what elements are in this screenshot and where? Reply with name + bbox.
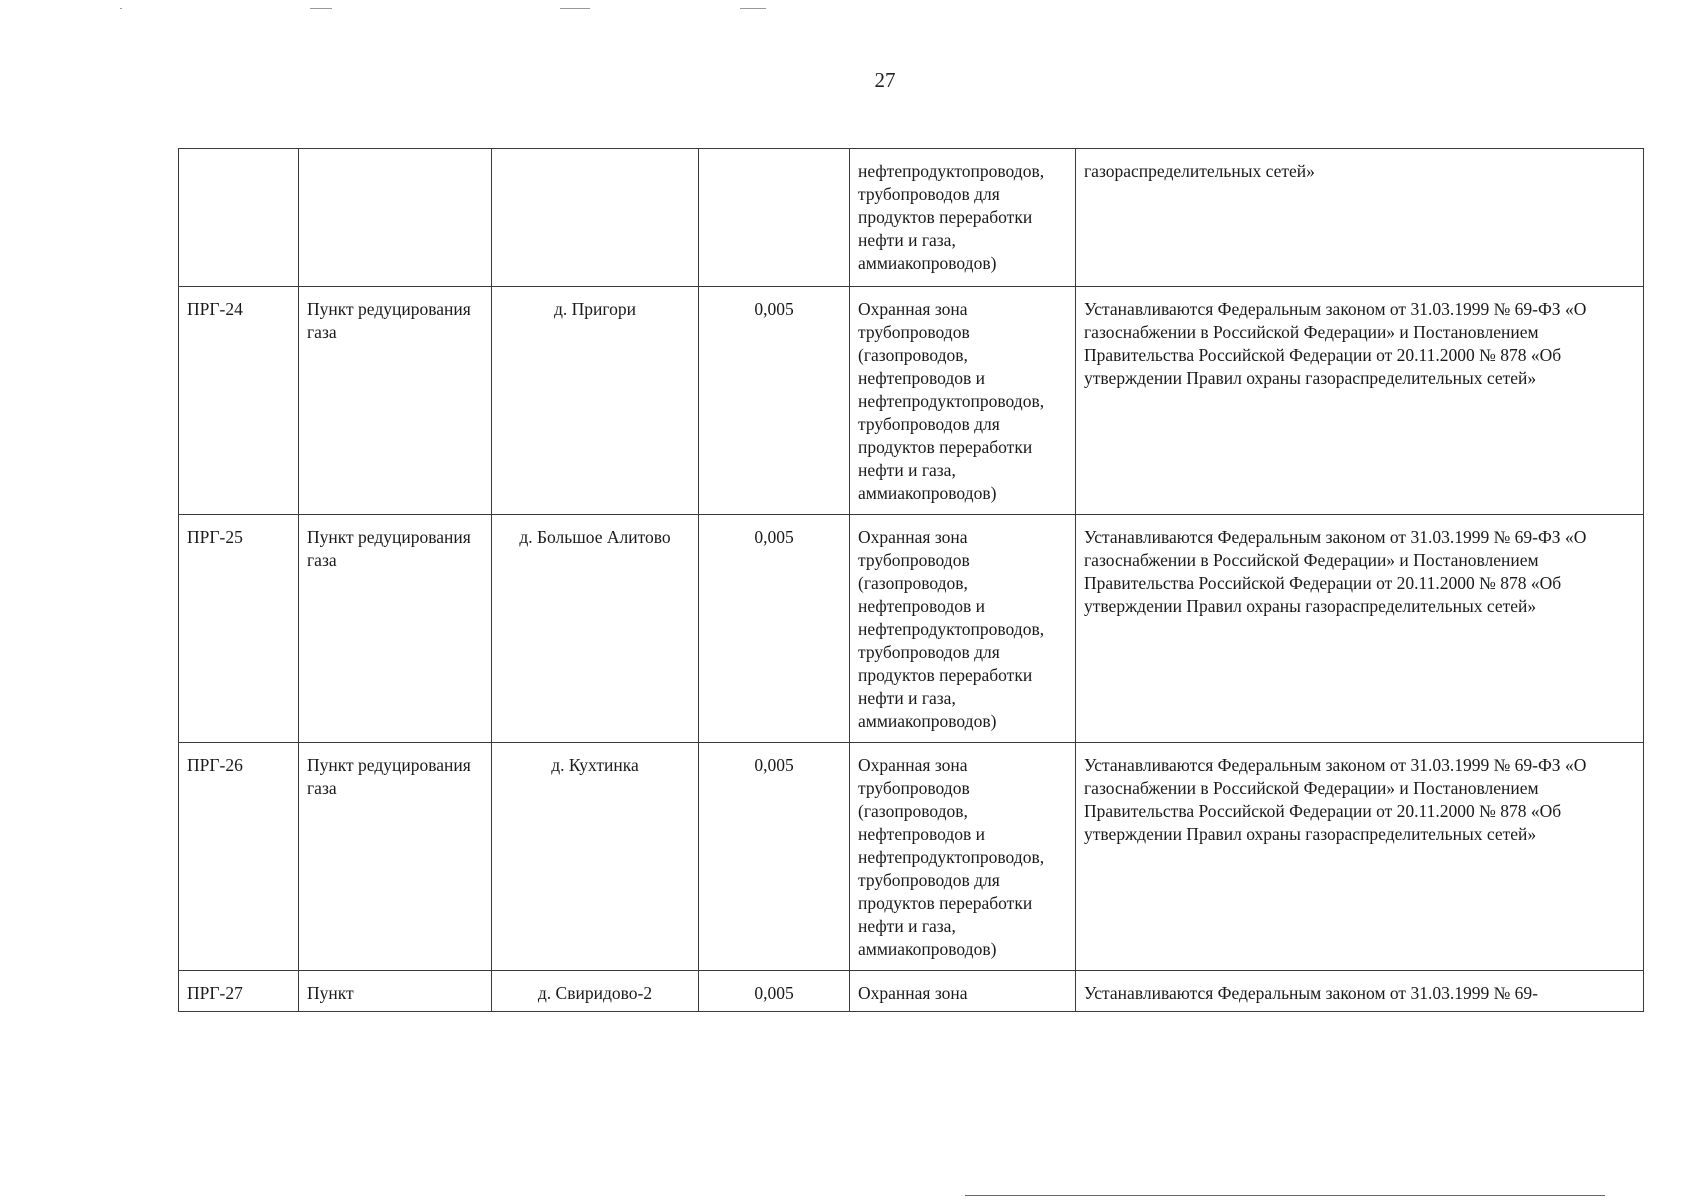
cell-basis: Устанавливаются Федеральным законом от 31.03.1999 № 69-ФЗ «О газоснабжении в Российской Федерации» и Постановлением Правительства Российской Федерации от 20.11.2000 № 878 «Об утверждении Правил охраны газораспределительных сетей» xyxy=(1076,515,1644,743)
scan-line-mark xyxy=(965,1195,1605,1196)
cell-zone: Охранная зона трубопроводов (газопроводов, нефтепроводов и нефтепродуктопроводов, трубопроводов для продуктов переработки нефти и газа, аммиакопроводов) xyxy=(850,287,1076,515)
cell-area: 0,005 xyxy=(699,287,850,515)
table-row xyxy=(179,515,1644,743)
cell-basis: Устанавливаются Федеральным законом от 31.03.1999 № 69-ФЗ «О газоснабжении в Российской Федерации» и Постановлением Правительства Российской Федерации от 20.11.2000 № 878 «Об утверждении Правил охраны газораспределительных сетей» xyxy=(1076,287,1644,515)
scan-speck xyxy=(120,8,122,9)
cell-name: Пункт редуцирования газа xyxy=(299,287,492,515)
cell-id xyxy=(179,149,299,287)
cell-basis: газораспределительных сетей» xyxy=(1076,149,1644,287)
cell-zone: Охранная зона трубопроводов (газопроводов, нефтепроводов и нефтепродуктопроводов, трубопроводов для продуктов переработки нефти и газа, аммиакопроводов) xyxy=(850,743,1076,971)
cell-id: ПРГ-24 xyxy=(179,287,299,515)
cell-name: Пункт редуцирования газа xyxy=(299,515,492,743)
table-row xyxy=(179,743,1644,971)
table-row xyxy=(179,149,1644,287)
scan-speck xyxy=(740,8,766,9)
cell-area: 0,005 xyxy=(699,515,850,743)
cell-location: д. Большое Алитово xyxy=(492,515,699,743)
cell-name xyxy=(299,149,492,287)
zones-table xyxy=(178,148,1644,1012)
cell-area: 0,005 xyxy=(699,743,850,971)
cell-area: 0,005 xyxy=(699,971,850,1012)
cell-location: д. Пригори xyxy=(492,287,699,515)
cell-basis: Устанавливаются Федеральным законом от 31.03.1999 № 69-ФЗ «О газоснабжении в Российской Федерации» и Постановлением Правительства Российской Федерации от 20.11.2000 № 878 «Об утверждении Правил охраны газораспределительных сетей» xyxy=(1076,743,1644,971)
scan-speck xyxy=(310,8,332,9)
table-row xyxy=(179,287,1644,515)
cell-location: д. Свиридово-2 xyxy=(492,971,699,1012)
page-number: 27 xyxy=(874,68,896,92)
cell-zone: Охранная зона трубопроводов (газопроводов, нефтепроводов и нефтепродуктопроводов, трубопроводов для продуктов переработки нефти и газа, аммиакопроводов) xyxy=(850,515,1076,743)
cell-zone: Охранная зона xyxy=(850,971,1076,1012)
cell-id: ПРГ-27 xyxy=(179,971,299,1012)
cell-area xyxy=(699,149,850,287)
cell-id: ПРГ-25 xyxy=(179,515,299,743)
cell-zone: нефтепродуктопроводов, трубопроводов для продуктов переработки нефти и газа, аммиакопроводов) xyxy=(850,149,1076,287)
cell-name: Пункт редуцирования газа xyxy=(299,743,492,971)
cell-id: ПРГ-26 xyxy=(179,743,299,971)
cell-location: д. Кухтинка xyxy=(492,743,699,971)
scan-speck xyxy=(560,8,590,9)
table-row xyxy=(179,971,1644,1012)
cell-name: Пункт xyxy=(299,971,492,1012)
cell-basis: Устанавливаются Федеральным законом от 31.03.1999 № 69- xyxy=(1076,971,1644,1012)
cell-location xyxy=(492,149,699,287)
